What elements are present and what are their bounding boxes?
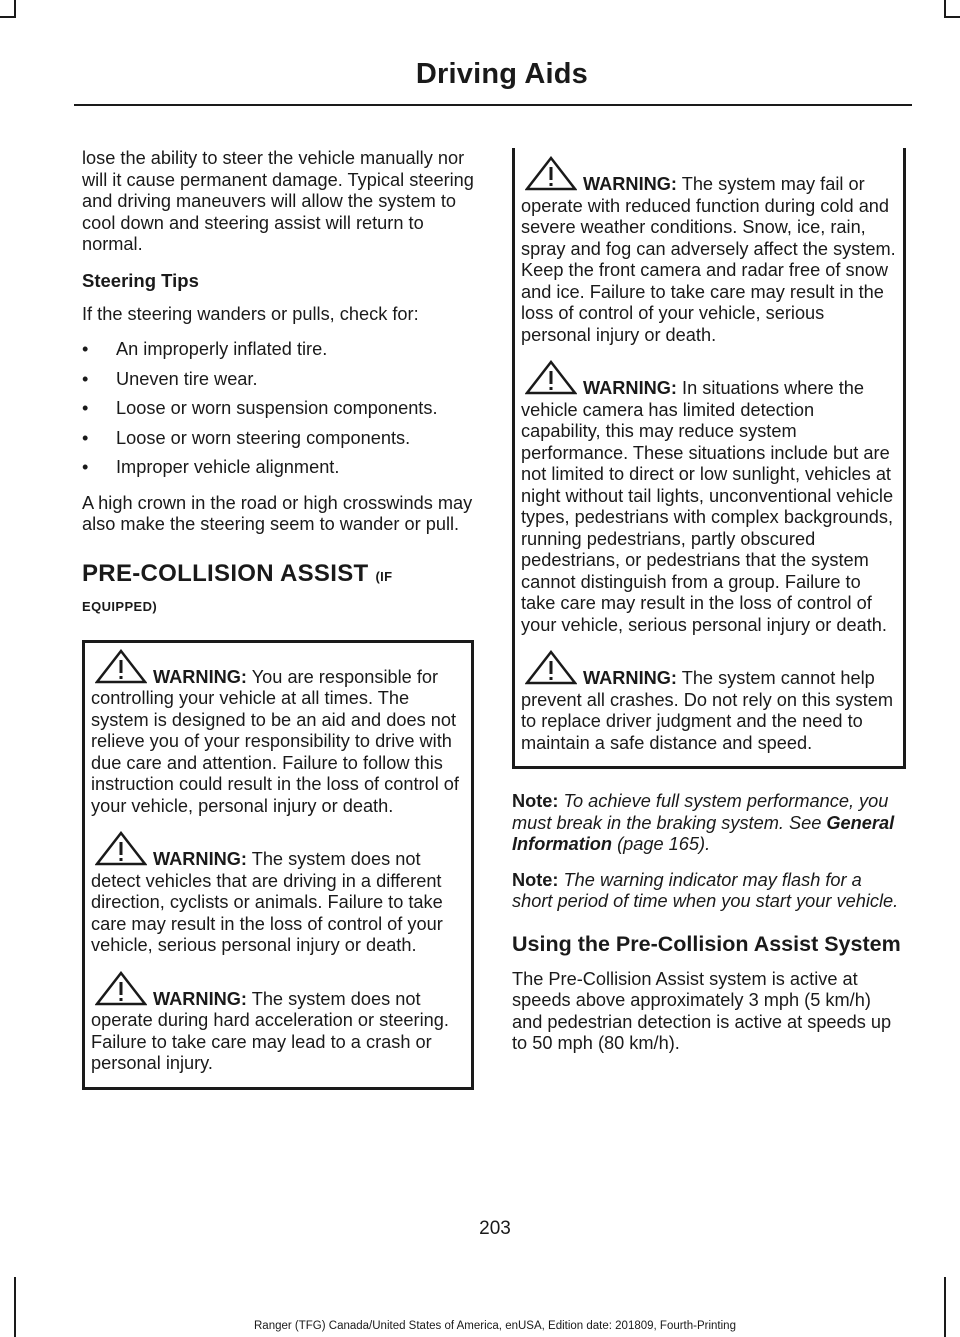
warning-box-right	[512, 148, 906, 769]
warning-label: WARNING:	[153, 666, 247, 687]
steering-tips-heading: Steering Tips	[82, 269, 199, 291]
warning-label: WARNING:	[153, 849, 247, 869]
crown-paragraph: A high crown in the road or high crosswinds may also make the steering seem to wander or pull.	[82, 492, 473, 534]
note-label: Note:	[512, 869, 559, 890]
note-paragraph	[512, 791, 906, 856]
note-label: Note:	[512, 791, 559, 811]
page-header-title: Driving Aids	[415, 58, 588, 90]
warning-text: The system cannot help prevent all crashes. Do not rely on this system to replace driver judgment and the need to maintain a safe distance and speed.	[521, 668, 893, 753]
using-heading: Using the Pre-Collision Assist System	[512, 931, 901, 956]
header-rule	[74, 104, 912, 106]
note-text: To achieve full system performance, you must break in the braking system. See	[512, 791, 889, 833]
warning-triangle-icon	[525, 360, 577, 396]
using-paragraph: The Pre-Collision Assist system is active at speeds above approximately 3 mph (5 km/h) and pedestrian detection is active at speeds up to 50 mph (80 km/h).	[512, 968, 892, 1053]
warning-text: You are responsible for controlling your vehicle at all times. The system is designed to be an aid and does not relieve you of your responsibility to drive with due care and attention. Failure to follow this instruction could result in the loss of control of your vehicle, personal injury or death.	[91, 666, 459, 816]
list-item: • Improper vehicle alignment.	[82, 457, 474, 479]
warning-block	[521, 360, 897, 636]
warning-triangle-icon	[95, 649, 147, 685]
footer-edition: Ranger (TFG) Canada/United States of America, enUSA, Edition date: 201809, Fourth-Printing	[254, 1320, 736, 1332]
steering-tips-list	[82, 339, 474, 479]
warning-label: WARNING:	[583, 174, 677, 194]
right-column	[512, 148, 906, 1069]
section-title-text: PRE-COLLISION ASSIST	[82, 559, 369, 587]
list-item: • Uneven tire wear.	[82, 369, 474, 391]
warning-block	[521, 650, 897, 754]
warning-triangle-icon	[525, 156, 577, 192]
note-paragraph	[512, 870, 906, 913]
warning-triangle-icon	[95, 971, 147, 1007]
warning-triangle-icon	[95, 831, 147, 867]
list-item: • Loose or worn steering components.	[82, 428, 474, 450]
left-column	[82, 148, 474, 1112]
steering-tips-lead: If the steering wanders or pulls, check for:	[82, 303, 419, 324]
page-reference: (page 165).	[617, 834, 711, 854]
warning-box-left	[82, 640, 474, 1090]
section-title	[82, 558, 474, 593]
warning-label: WARNING:	[583, 378, 677, 398]
warning-block	[91, 831, 465, 957]
note-text: The warning indicator may flash for a short period of time when you start your vehicle.	[512, 869, 899, 911]
list-item: • An improperly inflated tire.	[82, 339, 474, 361]
warning-triangle-icon	[525, 650, 577, 686]
warning-text: The system does not operate during hard acceleration or steering. Failure to take care may lead to a crash or personal injury.	[91, 988, 449, 1073]
warning-text: The system does not detect vehicles that are driving in a different direction, cyclists or animals. Failure to take care may result in the loss of control of your vehicle, serious personal injury or death.	[91, 849, 443, 955]
cross-reference-link[interactable]: General Information	[512, 812, 895, 854]
warning-block	[91, 971, 465, 1075]
warning-label: WARNING:	[583, 668, 677, 688]
section-title-suffix-2: EQUIPPED)	[82, 598, 158, 614]
section-title-suffix: (IF	[375, 568, 393, 584]
crop-mark	[0, 16, 16, 18]
warning-block	[91, 649, 465, 818]
warning-text: In situations where the vehicle camera has limited detection capability, this may reduce system performance. These situations include but are not limited to direct or low sunlight, vehicles at night without tail lights, unconventional vehicle types, pedestrians with complex backgrounds, running pedestrians, partly obscured pedestrians, or pedestrians that the system cannot distinguish from a group. Failure to take care may result in the loss of control of your vehicle, serious personal injury or death.	[521, 378, 894, 635]
crop-mark	[944, 16, 960, 18]
list-item: • Loose or worn suspension components.	[82, 398, 474, 420]
page-number: 203	[479, 1218, 511, 1239]
warning-text: The system may fail or operate with reduced function during cold and severe weather conditions. Snow, ice, rain, spray and fog can adversely affect the system. Keep the front camera and radar free of snow and ice. Failure to take care may result in the loss of control of your vehicle, serious personal injury or death.	[521, 174, 896, 345]
warning-block	[521, 156, 897, 346]
intro-paragraph: lose the ability to steer the vehicle manually nor will it cause permanent damage. Typical steering and driving maneuvers will allow the system to cool down and steering assist will return to normal.	[82, 148, 474, 254]
warning-label: WARNING:	[153, 988, 247, 1009]
